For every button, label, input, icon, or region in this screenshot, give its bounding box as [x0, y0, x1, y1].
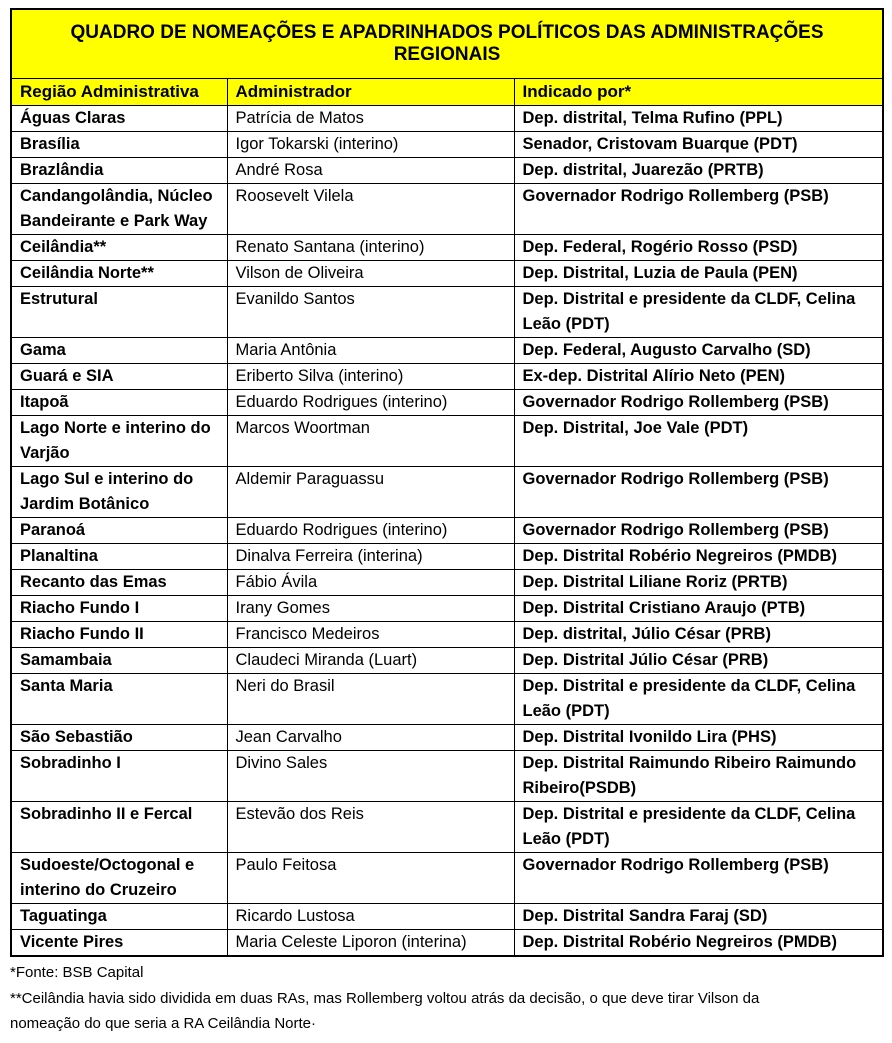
table-row [11, 235, 883, 261]
administrator-cell: Jean Carvalho [227, 725, 514, 751]
footnote-ceilandia: **Ceilândia havia sido dividida em duas RAs, mas Rollemberg voltou atrás da decisão, o que deve tirar Vilson da nomeação do que seria a RA Ceilândia Norte· [10, 990, 760, 1032]
appointed-by-cell: Governador Rodrigo Rollemberg (PSB) [514, 184, 883, 235]
appointed-by-cell: Dep. distrital, Juarezão (PRTB) [514, 158, 883, 184]
region-cell: Riacho Fundo I [11, 596, 227, 622]
administrator-cell: Roosevelt Vilela [227, 184, 514, 235]
region-cell: Planaltina [11, 544, 227, 570]
table-row [11, 338, 883, 364]
appointed-by-cell: Dep. Distrital Raimundo Ribeiro Raimundo Ribeiro(PSDB) [514, 751, 883, 802]
appointed-by-cell: Dep. Distrital e presidente da CLDF, Celina Leão (PDT) [514, 802, 883, 853]
region-cell: Ceilândia** [11, 235, 227, 261]
table-row [11, 287, 883, 338]
administrator-cell: Divino Sales [227, 751, 514, 802]
table-row [11, 132, 883, 158]
table-row [11, 725, 883, 751]
administrator-cell: Ricardo Lustosa [227, 904, 514, 930]
table-row [11, 390, 883, 416]
administrator-cell: Fábio Ávila [227, 570, 514, 596]
region-cell: Ceilândia Norte** [11, 261, 227, 287]
appointed-by-cell: Dep. Distrital e presidente da CLDF, Celina Leão (PDT) [514, 674, 883, 725]
administrator-cell: Eduardo Rodrigues (interino) [227, 518, 514, 544]
appointed-by-cell: Dep. Distrital e presidente da CLDF, Celina Leão (PDT) [514, 287, 883, 338]
region-cell: Paranoá [11, 518, 227, 544]
region-cell: Riacho Fundo II [11, 622, 227, 648]
appointed-by-cell: Governador Rodrigo Rollemberg (PSB) [514, 467, 883, 518]
region-cell: Guará e SIA [11, 364, 227, 390]
region-cell: Santa Maria [11, 674, 227, 725]
administrator-cell: Patrícia de Matos [227, 106, 514, 132]
region-cell: Águas Claras [11, 106, 227, 132]
table-row [11, 158, 883, 184]
administrator-cell: André Rosa [227, 158, 514, 184]
table-row [11, 802, 883, 853]
table-row [11, 904, 883, 930]
appointed-by-cell: Dep. Federal, Rogério Rosso (PSD) [514, 235, 883, 261]
table-row [11, 106, 883, 132]
administrator-cell: Evanildo Santos [227, 287, 514, 338]
administrator-cell: Irany Gomes [227, 596, 514, 622]
appointed-by-cell: Dep. Distrital Ivonildo Lira (PHS) [514, 725, 883, 751]
table-row [11, 364, 883, 390]
administrator-cell: Dinalva Ferreira (interina) [227, 544, 514, 570]
administrator-cell: Igor Tokarski (interino) [227, 132, 514, 158]
appointed-by-cell: Governador Rodrigo Rollemberg (PSB) [514, 853, 883, 904]
appointed-by-cell: Senador, Cristovam Buarque (PDT) [514, 132, 883, 158]
administrator-cell: Eduardo Rodrigues (interino) [227, 390, 514, 416]
table-row [11, 596, 883, 622]
region-cell: São Sebastião [11, 725, 227, 751]
administrator-cell: Eriberto Silva (interino) [227, 364, 514, 390]
appointed-by-cell: Dep. Distrital Sandra Faraj (SD) [514, 904, 883, 930]
region-cell: Samambaia [11, 648, 227, 674]
nominations-table [10, 8, 884, 957]
table-row [11, 518, 883, 544]
appointed-by-cell: Dep. Distrital Robério Negreiros (PMDB) [514, 544, 883, 570]
table-row [11, 622, 883, 648]
column-header-administrator: Administrador [227, 79, 514, 106]
appointed-by-cell: Dep. Distrital, Joe Vale (PDT) [514, 416, 883, 467]
administrator-cell: Maria Antônia [227, 338, 514, 364]
region-cell: Itapoã [11, 390, 227, 416]
footnotes [10, 957, 882, 1036]
administrator-cell: Francisco Medeiros [227, 622, 514, 648]
table-row [11, 544, 883, 570]
table-row [11, 648, 883, 674]
table-row [11, 467, 883, 518]
appointed-by-cell: Dep. Federal, Augusto Carvalho (SD) [514, 338, 883, 364]
title-row [11, 9, 883, 79]
administrator-cell: Aldemir Paraguassu [227, 467, 514, 518]
column-header-row [11, 79, 883, 106]
administrator-cell: Neri do Brasil [227, 674, 514, 725]
appointed-by-cell: Dep. distrital, Júlio César (PRB) [514, 622, 883, 648]
region-cell: Sobradinho II e Fercal [11, 802, 227, 853]
table-body [11, 106, 883, 957]
region-cell: Candangolândia, Núcleo Bandeirante e Park Way [11, 184, 227, 235]
region-cell: Sobradinho I [11, 751, 227, 802]
table-row [11, 416, 883, 467]
table-title: QUADRO DE NOMEAÇÕES E APADRINHADOS POLÍTICOS DAS ADMINISTRAÇÕES REGIONAIS [11, 9, 883, 79]
region-cell: Sudoeste/Octogonal e interino do Cruzeiro [11, 853, 227, 904]
table-row [11, 853, 883, 904]
column-header-region: Região Administrativa [11, 79, 227, 106]
table-row [11, 184, 883, 235]
appointed-by-cell: Dep. Distrital Cristiano Araujo (PTB) [514, 596, 883, 622]
administrator-cell: Vilson de Oliveira [227, 261, 514, 287]
appointed-by-cell: Governador Rodrigo Rollemberg (PSB) [514, 518, 883, 544]
region-cell: Vicente Pires [11, 930, 227, 957]
region-cell: Recanto das Emas [11, 570, 227, 596]
table-row [11, 570, 883, 596]
administrator-cell: Claudeci Miranda (Luart) [227, 648, 514, 674]
administrator-cell: Estevão dos Reis [227, 802, 514, 853]
region-cell: Brasília [11, 132, 227, 158]
region-cell: Taguatinga [11, 904, 227, 930]
region-cell: Lago Norte e interino do Varjão [11, 416, 227, 467]
table-row [11, 751, 883, 802]
table-row [11, 930, 883, 957]
appointed-by-cell: Dep. Distrital Robério Negreiros (PMDB) [514, 930, 883, 957]
region-cell: Brazlândia [11, 158, 227, 184]
administrator-cell: Maria Celeste Liporon (interina) [227, 930, 514, 957]
table-row [11, 674, 883, 725]
appointed-by-cell: Dep. distrital, Telma Rufino (PPL) [514, 106, 883, 132]
administrator-cell: Renato Santana (interino) [227, 235, 514, 261]
appointed-by-cell: Ex-dep. Distrital Alírio Neto (PEN) [514, 364, 883, 390]
administrator-cell: Marcos Woortman [227, 416, 514, 467]
table-row [11, 261, 883, 287]
administrator-cell: Paulo Feitosa [227, 853, 514, 904]
appointed-by-cell: Dep. Distrital Liliane Roriz (PRTB) [514, 570, 883, 596]
region-cell: Lago Sul e interino do Jardim Botânico [11, 467, 227, 518]
footnote-source: *Fonte: BSB Capital [10, 964, 144, 981]
appointed-by-cell: Dep. Distrital Júlio César (PRB) [514, 648, 883, 674]
region-cell: Gama [11, 338, 227, 364]
region-cell: Estrutural [11, 287, 227, 338]
appointed-by-cell: Governador Rodrigo Rollemberg (PSB) [514, 390, 883, 416]
appointed-by-cell: Dep. Distrital, Luzia de Paula (PEN) [514, 261, 883, 287]
column-header-appointed-by: Indicado por* [514, 79, 883, 106]
